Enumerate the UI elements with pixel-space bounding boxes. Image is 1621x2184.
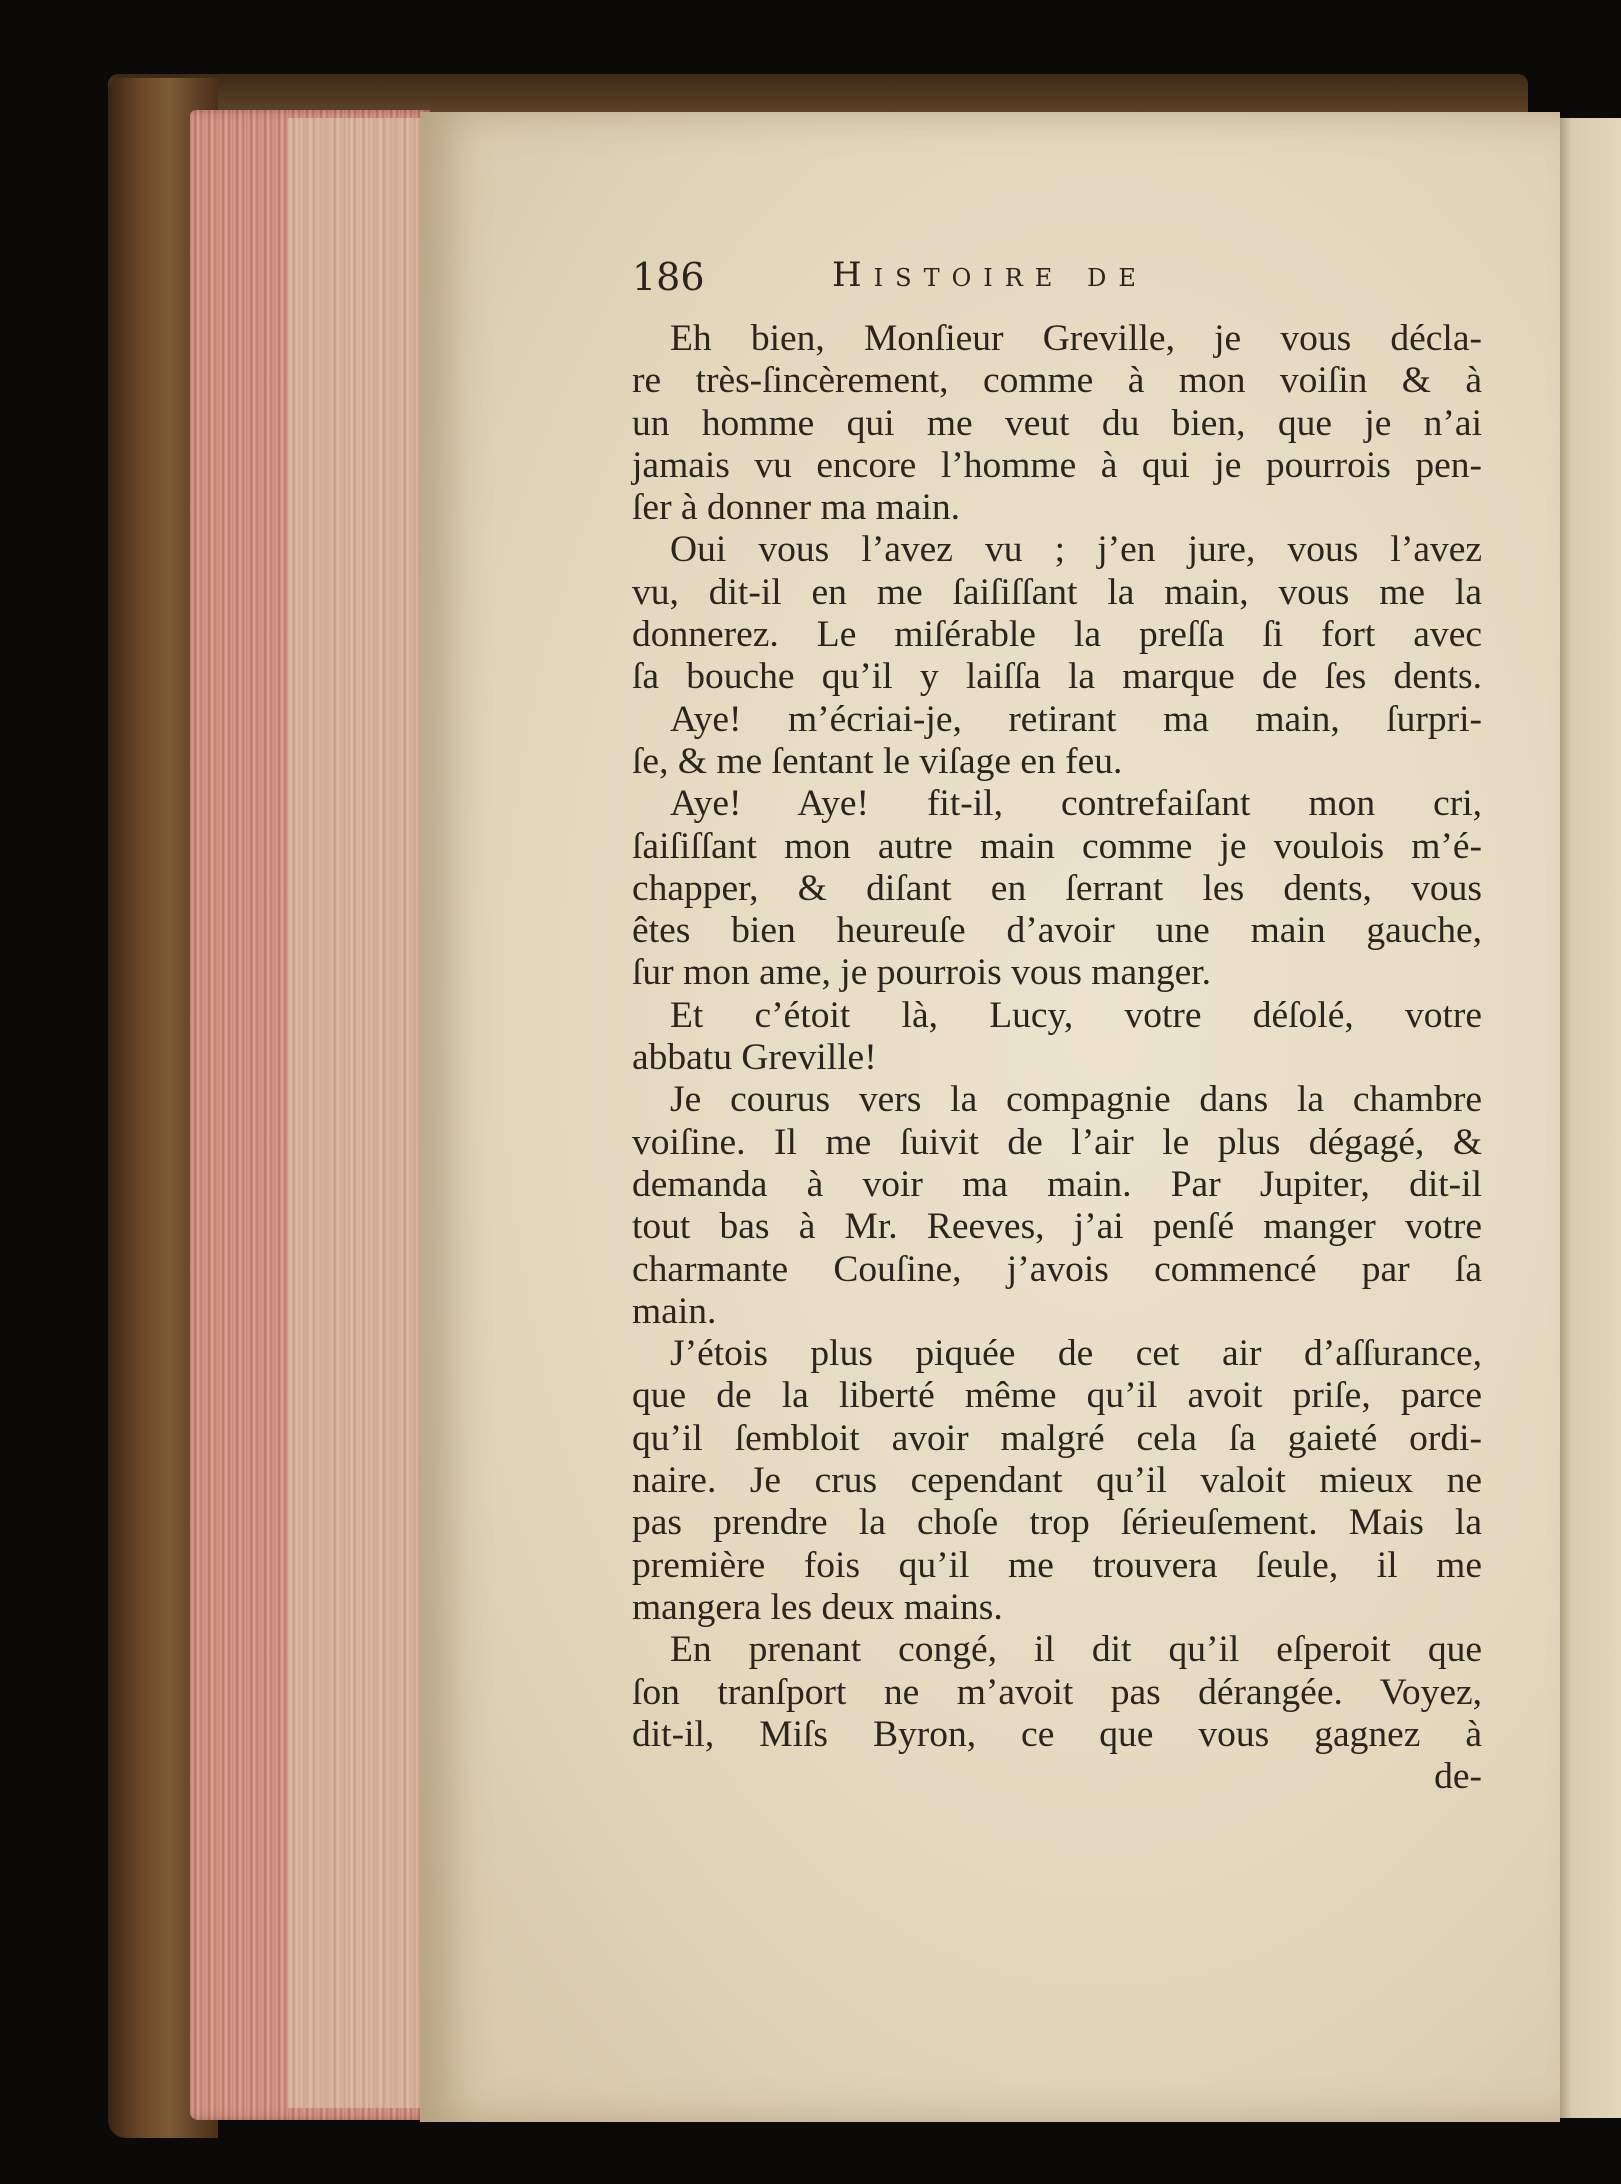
book-cover-top [108,74,1528,114]
page-edges-inner [288,118,428,2108]
text-line: En prenant congé, il dit qu’il eſperoit que [670,1629,1482,1671]
catchword-row [632,1756,1482,1798]
text-line: Oui vous l’avez vu ; j’en jure, vous l’avez [670,529,1482,571]
text-line: êtes bien heureuſe d’avoir une main gauche, [632,910,1482,952]
text-line: voiſine. Il me ſuivit de l’air le plus dégagé, & [632,1121,1482,1163]
body-text [632,318,1482,1798]
page-header [632,255,1292,305]
text-line: Et c’étoit là, Lucy, votre déſolé, votre [670,994,1482,1036]
text-line: jamais vu encore l’homme à qui je pourrois pen- [632,444,1482,486]
text-line: donnerez. Le miſérable la preſſa ſi fort avec [632,614,1482,656]
running-head: Histoire de [832,255,1148,295]
text-line: ſa bouche qu’il y laiſſa la marque de ſes dents. [632,656,1482,698]
text-line: Aye! m’écriai-je, retirant ma main, ſurpri- [670,698,1482,740]
text-line: que de la liberté même qu’il avoit priſe, parce [632,1375,1482,1417]
facing-page-edge [1555,118,1621,2118]
text-line: J’étois plus piquée de cet air d’aſſurance, [670,1333,1482,1375]
text-line: ſur mon ame, je pourrois vous manger. [632,952,1212,994]
text-line: pas prendre la choſe trop ſérieuſement. Mais la [632,1502,1482,1544]
page-number: 186 [632,255,705,299]
text-line: mangera les deux mains. [632,1586,1003,1628]
catchword: de- [1434,1756,1482,1798]
text-line: re très-ſincèrement, comme à mon voiſin & à [632,360,1482,402]
text-line: naire. Je crus cependant qu’il valoit mieux ne [632,1460,1482,1502]
text-line: main. [632,1290,717,1332]
text-line: charmante Couſine, j’avois commencé par ſa [632,1248,1482,1290]
text-line: Je courus vers la compagnie dans la chambre [670,1079,1482,1121]
text-line: Aye! Aye! fit-il, contrefaiſant mon cri, [670,783,1482,825]
text-line: tout bas à Mr. Reeves, j’ai penſé manger votre [632,1206,1482,1248]
text-line: qu’il ſembloit avoir malgré cela ſa gaieté ordi- [632,1417,1482,1459]
text-line: demanda à voir ma main. Par Jupiter, dit-il [632,1163,1482,1205]
text-line: ſer à donner ma main. [632,487,960,529]
text-line: dit-il, Miſs Byron, ce que vous gagnez à [632,1713,1482,1755]
text-line: un homme qui me veut du bien, que je n’ai [632,402,1482,444]
text-line: ſe, & me ſentant le viſage en feu. [632,740,1123,782]
text-line: chapper, & diſant en ſerrant les dents, vous [632,867,1482,909]
text-line: première fois qu’il me trouvera ſeule, il me [632,1544,1482,1586]
text-line: ſon tranſport ne m’avoit pas dérangée. Voyez, [632,1671,1482,1713]
text-line: abbatu Greville! [632,1037,877,1079]
text-line: vu, dit-il en me ſaiſiſſant la main, vous me la [632,571,1482,613]
text-line: ſaiſiſſant mon autre main comme je voulois m’é- [632,825,1482,867]
text-line: Eh bien, Monſieur Greville, je vous décla- [670,318,1482,359]
